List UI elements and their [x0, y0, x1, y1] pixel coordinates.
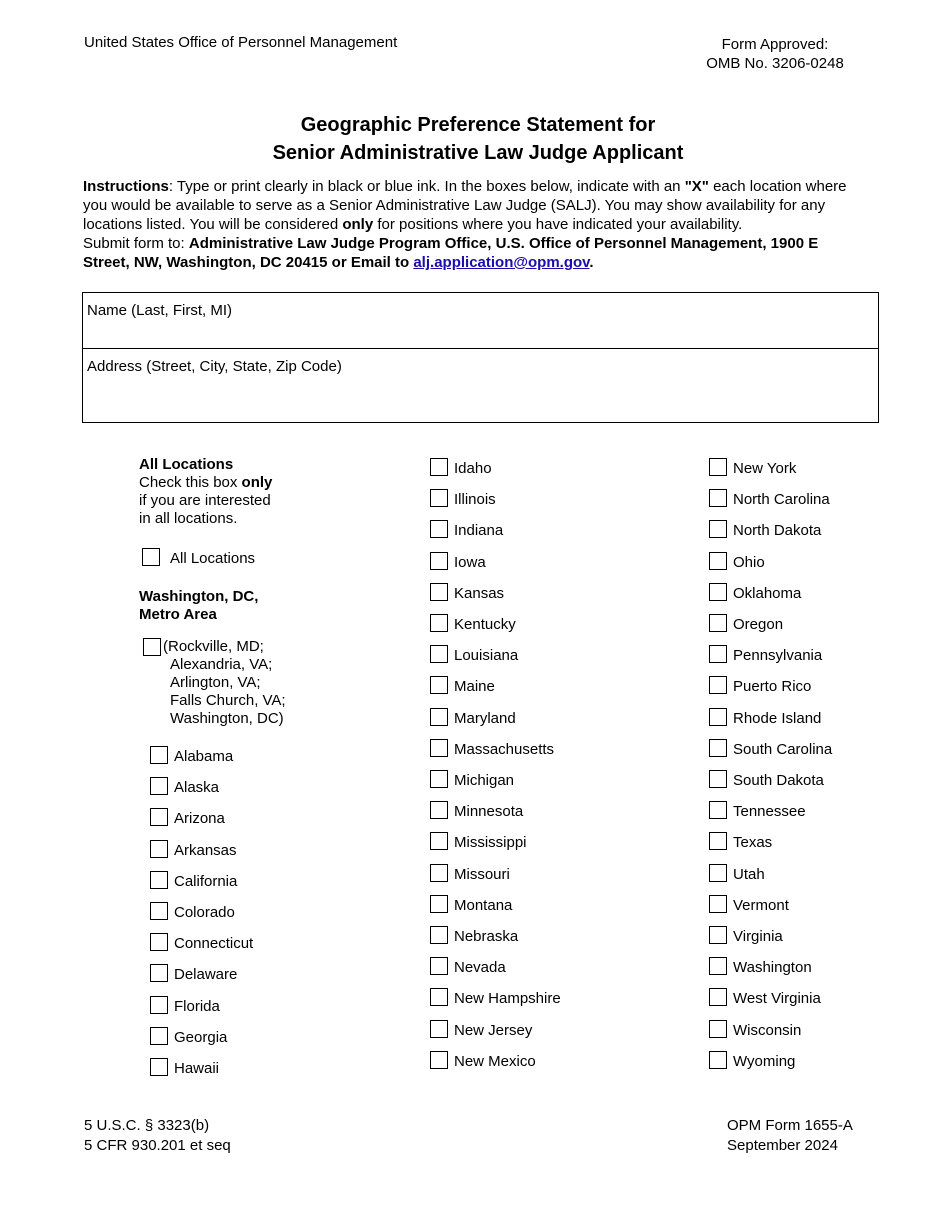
checkbox-box[interactable]	[150, 777, 168, 795]
instructions-label: Instructions	[83, 178, 169, 195]
checkbox-label: Alaska	[174, 779, 220, 797]
checkbox-box[interactable]	[150, 1027, 168, 1045]
checkbox-label: New Mexico	[454, 1052, 536, 1070]
checkbox-label: Rhode Island	[733, 709, 822, 727]
name-field-label: Name (Last, First, MI)	[87, 302, 233, 319]
checkbox-label: Kentucky	[454, 616, 516, 633]
form-identifier	[727, 1116, 853, 1156]
checkbox-box[interactable]	[430, 832, 448, 850]
dc-location-line: Washington, DC)	[170, 710, 284, 727]
dc-location-line: Arlington, VA;	[170, 674, 261, 691]
checkbox-label: Indiana	[454, 522, 504, 540]
checkbox-box[interactable]	[709, 770, 727, 788]
checkbox-box[interactable]	[150, 808, 168, 826]
checkbox-label: Delaware	[174, 966, 238, 984]
checkbox-box[interactable]	[430, 645, 448, 663]
all-locations-note: Check this box	[139, 474, 242, 491]
checkbox-box[interactable]	[430, 926, 448, 944]
citation: 5 CFR 930.201 et seq	[84, 1137, 231, 1154]
checkbox-box[interactable]	[430, 552, 448, 570]
checkbox-box[interactable]	[430, 708, 448, 726]
checkbox-label: Utah	[733, 865, 765, 883]
checkbox-label: Maine	[454, 678, 495, 696]
checkbox-box[interactable]	[709, 926, 727, 944]
checkbox-label: South Carolina	[733, 740, 833, 758]
checkbox-box[interactable]	[709, 614, 727, 632]
checkbox-label: Wisconsin	[733, 1021, 802, 1039]
period: .	[589, 254, 594, 271]
only-emphasis: only	[342, 216, 374, 233]
checkbox-box[interactable]	[150, 840, 168, 858]
email-link[interactable]: alj.application@opm.gov	[413, 254, 590, 271]
checkbox-label: Tennessee	[733, 803, 806, 821]
checkbox-box[interactable]	[709, 739, 727, 757]
checkbox-label: Colorado	[174, 904, 235, 921]
omb-number: OMB No. 3206-0248	[706, 55, 844, 72]
checkbox-label: All Locations	[170, 550, 256, 567]
checkbox-box[interactable]	[430, 583, 448, 601]
checkbox-label: Arkansas	[174, 841, 237, 859]
checkbox-box[interactable]	[430, 801, 448, 819]
checkbox-label: Virginia	[733, 928, 783, 945]
checkbox-label: Mississippi	[454, 834, 527, 852]
dc-location-line: (Rockville, MD;	[163, 638, 264, 655]
checkbox-box[interactable]	[430, 458, 448, 476]
checkbox-box[interactable]	[143, 638, 161, 656]
checkbox-label: Iowa	[454, 553, 486, 571]
checkbox-box[interactable]	[709, 1051, 727, 1069]
checkbox-label: Massachusetts	[454, 740, 555, 758]
name-field[interactable]	[83, 293, 878, 349]
checkbox-box[interactable]	[430, 1020, 448, 1038]
instructions-text: : Type or print clearly in black or blue ink. In the boxes below, indicate with an	[168, 178, 685, 195]
address-field-label: Address (Street, City, State, Zip Code)	[87, 358, 342, 375]
checkbox-box[interactable]	[150, 933, 168, 951]
checkbox-label: Montana	[454, 896, 513, 914]
checkbox-label: New York	[733, 460, 797, 477]
legal-citations	[84, 1116, 231, 1156]
checkbox-box[interactable]	[709, 676, 727, 694]
checkbox-label: Michigan	[454, 772, 515, 789]
form-date: September 2024	[727, 1137, 838, 1154]
checkbox-box[interactable]	[709, 708, 727, 726]
instructions-text: for positions where you have indicated your availability.	[373, 216, 743, 233]
checkbox-box[interactable]	[709, 801, 727, 819]
checkbox-label: New Hampshire	[454, 990, 561, 1008]
checkbox-label: Florida	[174, 997, 220, 1015]
checkbox-label: Maryland	[454, 709, 516, 727]
checkbox-box[interactable]	[709, 957, 727, 975]
omb-approval	[680, 35, 870, 73]
checkbox-box[interactable]	[150, 996, 168, 1014]
checkbox-box[interactable]	[709, 832, 727, 850]
checkbox-label: New Jersey	[454, 1021, 533, 1039]
instructions	[83, 177, 863, 272]
checkbox-label: Puerto Rico	[733, 678, 812, 696]
checkbox-label: Oregon	[733, 616, 784, 633]
checkbox-label: Nevada	[454, 959, 506, 977]
checkbox-box[interactable]	[709, 864, 727, 882]
checkbox-label: West Virginia	[733, 990, 821, 1008]
all-locations-note: in all locations.	[139, 510, 238, 527]
checkbox-box[interactable]	[430, 676, 448, 694]
checkbox-label: Connecticut	[174, 935, 254, 953]
checkbox-box[interactable]	[430, 864, 448, 882]
checkbox-label: Pennsylvania	[733, 647, 823, 665]
checkbox-label: Vermont	[733, 896, 789, 914]
checkbox-label: Idaho	[454, 460, 492, 477]
all-locations-section	[139, 456, 272, 528]
checkbox-label: Wyoming	[733, 1052, 796, 1070]
checkbox-label: Kansas	[454, 584, 505, 602]
dc-location-line: Falls Church, VA;	[170, 692, 286, 709]
checkbox-box[interactable]	[150, 1058, 168, 1076]
checkbox-box[interactable]	[430, 1051, 448, 1069]
checkbox-label: Georgia	[174, 1028, 228, 1046]
checkbox-box[interactable]	[150, 871, 168, 889]
citation: 5 U.S.C. § 3323(b)	[84, 1117, 210, 1134]
checkbox-box[interactable]	[150, 746, 168, 764]
checkbox-box[interactable]	[430, 489, 448, 507]
checkbox-box[interactable]	[709, 1020, 727, 1038]
dc-metro-locations	[163, 638, 286, 728]
instructions-text: each location where you would be available to serve as a Senior Administrative Law Judge (SALJ). You may show availability for any locations listed. You will be considered	[83, 178, 847, 233]
title-line-2: Senior Administrative Law Judge Applicant	[272, 142, 684, 164]
checkbox-box[interactable]	[709, 552, 727, 570]
dc-metro-heading	[139, 588, 258, 624]
checkbox-box[interactable]	[709, 645, 727, 663]
checkbox-label: Ohio	[733, 553, 765, 571]
form-number: OPM Form 1655-A	[727, 1117, 853, 1134]
applicant-info-box	[82, 292, 879, 423]
checkbox-box[interactable]	[709, 520, 727, 538]
only-emphasis: only	[241, 474, 273, 491]
checkbox-label: Oklahoma	[733, 584, 802, 602]
dc-heading-line: Metro Area	[139, 606, 217, 623]
title-line-1: Geographic Preference Statement for	[300, 114, 656, 136]
all-locations-heading: All Locations	[139, 456, 234, 473]
checkbox-box[interactable]	[709, 489, 727, 507]
checkbox-box[interactable]	[430, 957, 448, 975]
all-locations-note: if you are interested	[139, 492, 271, 509]
submit-prefix: Submit form to:	[83, 235, 189, 252]
checkbox-label: Alabama	[174, 748, 234, 765]
checkbox-label: Arizona	[174, 810, 225, 828]
checkbox-box[interactable]	[430, 770, 448, 788]
checkbox-label: Illinois	[454, 491, 496, 509]
dc-heading-line: Washington, DC,	[139, 588, 259, 605]
checkbox-label: Hawaii	[174, 1060, 220, 1077]
checkbox-box[interactable]	[709, 988, 727, 1006]
dc-location-line: Alexandria, VA;	[170, 656, 273, 673]
checkbox-label: South Dakota	[733, 772, 824, 789]
checkbox-label: North Dakota	[733, 522, 822, 540]
checkbox-box[interactable]	[430, 895, 448, 913]
approval-line: Form Approved:	[721, 36, 829, 53]
checkbox-box[interactable]	[430, 988, 448, 1006]
address-field[interactable]	[83, 349, 878, 422]
checkbox-label: Nebraska	[454, 928, 519, 945]
checkbox-box[interactable]	[709, 458, 727, 476]
checkbox-box[interactable]	[709, 583, 727, 601]
submit-address: Administrative Law Judge Program Office, U.S. Office of Personnel Management, 1900 E Street, NW, Washington, DC 20415 or Email to	[83, 235, 819, 271]
checkbox-box[interactable]	[709, 895, 727, 913]
x-mark: "X"	[684, 178, 709, 195]
checkbox-box[interactable]	[150, 902, 168, 920]
checkbox-label: North Carolina	[733, 491, 830, 509]
checkbox-box[interactable]	[142, 548, 160, 566]
checkbox-box[interactable]	[150, 964, 168, 982]
checkbox-label: California	[174, 872, 238, 890]
checkbox-label: Texas	[733, 834, 773, 852]
checkbox-box[interactable]	[430, 520, 448, 538]
checkbox-label: Washington	[733, 959, 812, 977]
form-title	[0, 111, 950, 167]
checkbox-label: Missouri	[454, 865, 510, 883]
checkbox-label: Louisiana	[454, 647, 519, 665]
checkbox-box[interactable]	[430, 614, 448, 632]
agency-name: United States Office of Personnel Management	[84, 34, 398, 51]
checkbox-label: Minnesota	[454, 803, 524, 821]
checkbox-box[interactable]	[430, 739, 448, 757]
